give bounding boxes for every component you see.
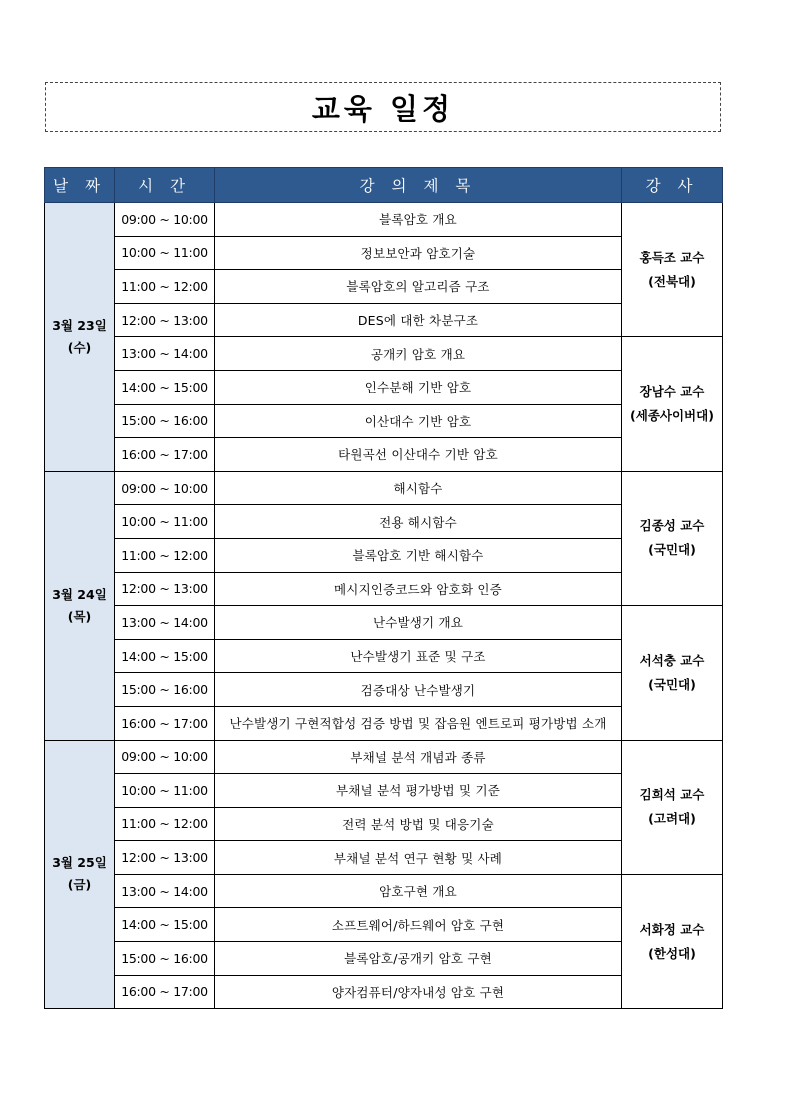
topic-cell: 검증대상 난수발생기 xyxy=(215,673,622,707)
time-cell: 14:00 ~ 15:00 xyxy=(115,370,215,404)
topic-cell: 암호구현 개요 xyxy=(215,874,622,908)
instructor-affiliation: (세종사이버대) xyxy=(630,408,714,424)
instructor-cell xyxy=(622,471,723,605)
time-cell: 09:00 ~ 10:00 xyxy=(115,740,215,774)
topic-cell: 난수발생기 개요 xyxy=(215,606,622,640)
topic-cell: 난수발생기 표준 및 구조 xyxy=(215,639,622,673)
topic-cell: 블록암호 개요 xyxy=(215,203,622,237)
instructor-name: 김희석 교수 xyxy=(639,787,705,803)
table-row xyxy=(45,807,723,841)
instructor-name: 홍득조 교수 xyxy=(639,249,705,265)
table-row xyxy=(45,874,723,908)
time-cell: 12:00 ~ 13:00 xyxy=(115,841,215,875)
topic-cell: 소프트웨어/하드웨어 암호 구현 xyxy=(215,908,622,942)
instructor-affiliation: (고려대) xyxy=(648,811,696,827)
table-row xyxy=(45,706,723,740)
instructor-affiliation: (한성대) xyxy=(648,945,696,961)
time-cell: 10:00 ~ 11:00 xyxy=(115,236,215,270)
time-cell: 11:00 ~ 12:00 xyxy=(115,270,215,304)
weekday-label: (금) xyxy=(67,877,92,893)
topic-cell: 해시함수 xyxy=(215,471,622,505)
header-row xyxy=(45,168,723,203)
date-label: 3월 23일 xyxy=(52,317,107,333)
instructor-cell xyxy=(622,874,723,1008)
table-row xyxy=(45,639,723,673)
time-cell: 16:00 ~ 17:00 xyxy=(115,706,215,740)
time-cell: 10:00 ~ 11:00 xyxy=(115,774,215,808)
topic-cell: 타원곡선 이산대수 기반 암호 xyxy=(215,438,622,472)
topic-cell: 부채널 분석 연구 현황 및 사례 xyxy=(215,841,622,875)
header-topic: 강 의 제 목 xyxy=(215,168,622,203)
time-cell: 13:00 ~ 14:00 xyxy=(115,337,215,371)
topic-cell: 인수분해 기반 암호 xyxy=(215,370,622,404)
time-cell: 10:00 ~ 11:00 xyxy=(115,505,215,539)
topic-cell: 공개키 암호 개요 xyxy=(215,337,622,371)
date-cell xyxy=(45,203,115,472)
table-row xyxy=(45,942,723,976)
date-label: 3월 25일 xyxy=(52,855,107,871)
time-cell: 16:00 ~ 17:00 xyxy=(115,975,215,1009)
topic-cell: 메시지인증코드와 암호화 인증 xyxy=(215,572,622,606)
instructor-affiliation: (국민대) xyxy=(648,676,696,692)
topic-cell: 이산대수 기반 암호 xyxy=(215,404,622,438)
header-instructor: 강 사 xyxy=(622,168,723,203)
time-cell: 15:00 ~ 16:00 xyxy=(115,942,215,976)
topic-cell: 부채널 분석 평가방법 및 기준 xyxy=(215,774,622,808)
time-cell: 13:00 ~ 14:00 xyxy=(115,606,215,640)
time-cell: 12:00 ~ 13:00 xyxy=(115,303,215,337)
table-row xyxy=(45,505,723,539)
instructor-cell xyxy=(622,203,723,337)
table-row xyxy=(45,370,723,404)
table-row xyxy=(45,404,723,438)
time-cell: 09:00 ~ 10:00 xyxy=(115,203,215,237)
topic-cell: 블록암호/공개키 암호 구현 xyxy=(215,942,622,976)
time-cell: 13:00 ~ 14:00 xyxy=(115,874,215,908)
table-row xyxy=(45,538,723,572)
table-row xyxy=(45,975,723,1009)
time-cell: 14:00 ~ 15:00 xyxy=(115,639,215,673)
weekday-label: (목) xyxy=(67,608,92,624)
topic-cell: 전용 해시함수 xyxy=(215,505,622,539)
time-cell: 09:00 ~ 10:00 xyxy=(115,471,215,505)
time-cell: 11:00 ~ 12:00 xyxy=(115,538,215,572)
table-row xyxy=(45,606,723,640)
table-row xyxy=(45,471,723,505)
table-row xyxy=(45,438,723,472)
time-cell: 14:00 ~ 15:00 xyxy=(115,908,215,942)
table-row xyxy=(45,774,723,808)
date-label: 3월 24일 xyxy=(52,586,107,602)
table-row xyxy=(45,203,723,237)
table-row xyxy=(45,673,723,707)
instructor-affiliation: (전북대) xyxy=(648,273,696,289)
date-cell xyxy=(45,471,115,740)
time-cell: 15:00 ~ 16:00 xyxy=(115,673,215,707)
table-row xyxy=(45,740,723,774)
table-row xyxy=(45,572,723,606)
table-row xyxy=(45,270,723,304)
time-cell: 16:00 ~ 17:00 xyxy=(115,438,215,472)
topic-cell: 난수발생기 구현적합성 검증 방법 및 잡음원 엔트로피 평가방법 소개 xyxy=(215,706,622,740)
weekday-label: (수) xyxy=(67,339,92,355)
instructor-name: 서화정 교수 xyxy=(639,921,705,937)
time-cell: 15:00 ~ 16:00 xyxy=(115,404,215,438)
table-row xyxy=(45,337,723,371)
table-row xyxy=(45,841,723,875)
topic-cell: 블록암호의 알고리즘 구조 xyxy=(215,270,622,304)
instructor-affiliation: (국민대) xyxy=(648,542,696,558)
topic-cell: 정보보안과 암호기술 xyxy=(215,236,622,270)
date-cell xyxy=(45,740,115,1009)
topic-cell: 전력 분석 방법 및 대응기술 xyxy=(215,807,622,841)
page-title-box xyxy=(45,82,721,132)
header-time: 시 간 xyxy=(115,168,215,203)
instructor-cell xyxy=(622,740,723,874)
schedule-table xyxy=(44,167,723,1009)
header-date: 날 짜 xyxy=(45,168,115,203)
topic-cell: 부채널 분석 개념과 종류 xyxy=(215,740,622,774)
instructor-name: 장남수 교수 xyxy=(639,384,705,400)
instructor-cell xyxy=(622,337,723,471)
topic-cell: DES에 대한 차분구조 xyxy=(215,303,622,337)
table-row xyxy=(45,236,723,270)
table-row xyxy=(45,908,723,942)
instructor-cell xyxy=(622,606,723,740)
time-cell: 11:00 ~ 12:00 xyxy=(115,807,215,841)
time-cell: 12:00 ~ 13:00 xyxy=(115,572,215,606)
instructor-name: 서석충 교수 xyxy=(639,652,705,668)
page-title: 교육 일정 xyxy=(311,91,455,126)
table-row xyxy=(45,303,723,337)
instructor-name: 김종성 교수 xyxy=(639,518,705,534)
topic-cell: 블록암호 기반 해시함수 xyxy=(215,538,622,572)
schedule-body xyxy=(45,203,723,1009)
topic-cell: 양자컴퓨터/양자내성 암호 구현 xyxy=(215,975,622,1009)
